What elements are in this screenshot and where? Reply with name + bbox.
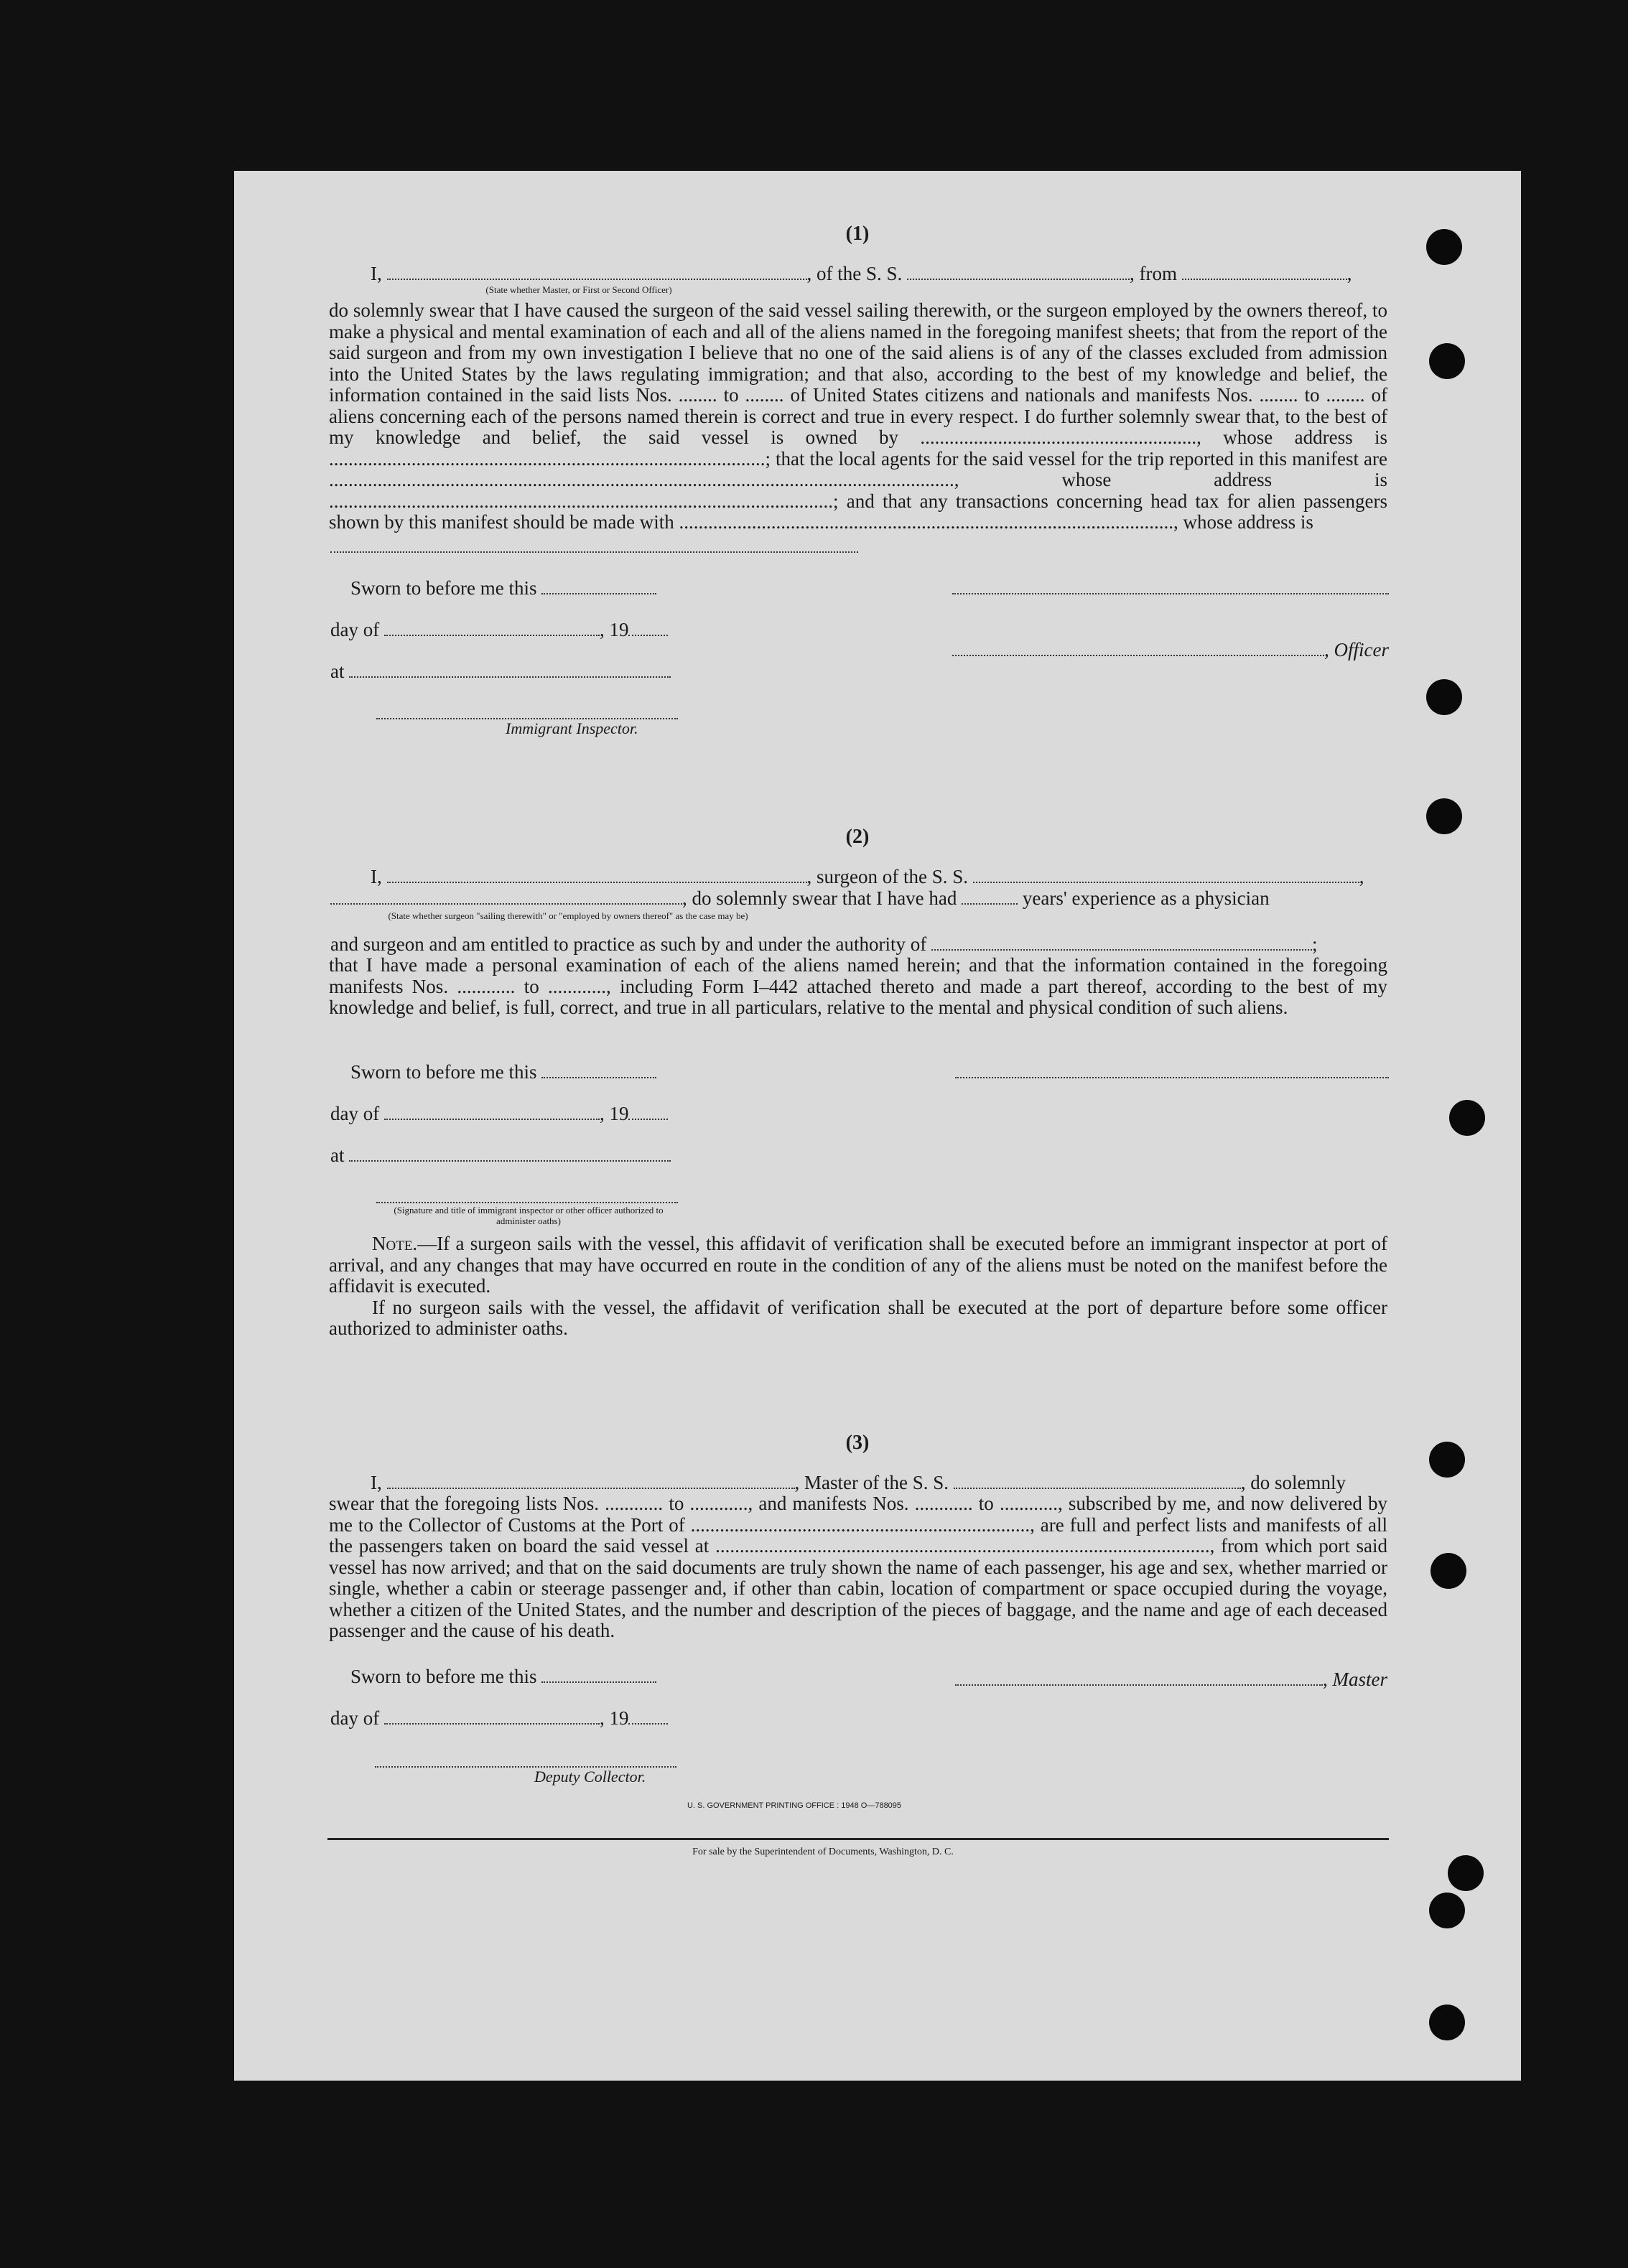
section-1-number: (1) bbox=[845, 223, 870, 245]
punch-hole bbox=[1431, 1553, 1466, 1589]
surgeon-vessel-field[interactable] bbox=[973, 881, 1359, 883]
printing-office-imprint: U. S. GOVERNMENT PRINTING OFFICE : 1948 O—788095 bbox=[687, 1801, 902, 1810]
section-3-sworn: Sworn to before me this bbox=[350, 1666, 656, 1688]
surgeon-signature-line[interactable] bbox=[955, 1077, 1389, 1078]
punch-hole bbox=[1429, 1893, 1465, 1928]
section-2-hint: (State whether surgeon "sailing therewith" or "employed by owners thereof" as the case may be) bbox=[388, 910, 748, 921]
note-label: Note. bbox=[372, 1233, 418, 1254]
section-1-hint: (State whether Master, or First or Second Officer) bbox=[485, 284, 672, 295]
section-2-line-3: and surgeon and am entitled to practice as such by and under the authority of ; bbox=[330, 933, 1318, 955]
officer-title-field[interactable] bbox=[952, 654, 1324, 656]
vessel-name-field[interactable] bbox=[907, 278, 1130, 280]
month-field-3[interactable] bbox=[384, 1722, 600, 1725]
master-name-field[interactable] bbox=[387, 278, 807, 280]
section-1-line-1: I, , of the S. S. , from , bbox=[371, 263, 1352, 284]
footer-rule bbox=[327, 1838, 1389, 1840]
surgeon-name-field[interactable] bbox=[387, 881, 807, 883]
sworn-date-field-2[interactable] bbox=[541, 1076, 656, 1078]
year-field-3[interactable] bbox=[628, 1722, 668, 1725]
month-field-2[interactable] bbox=[384, 1118, 600, 1120]
punch-hole bbox=[1426, 679, 1462, 715]
officer-line: , Officer bbox=[952, 639, 1389, 661]
years-field[interactable] bbox=[962, 902, 1018, 905]
year-field[interactable] bbox=[628, 634, 668, 636]
punch-hole bbox=[1448, 1855, 1484, 1891]
officer-signature-line[interactable] bbox=[952, 593, 1389, 594]
place-field-2[interactable] bbox=[349, 1159, 671, 1162]
section-2-sworn: Sworn to before me this bbox=[350, 1061, 656, 1083]
vessel-name-field-3[interactable] bbox=[954, 1487, 1241, 1489]
section-1-at: at bbox=[330, 661, 671, 683]
punch-hole bbox=[1429, 1442, 1465, 1478]
address-line[interactable] bbox=[330, 551, 858, 553]
master-signature-field[interactable] bbox=[955, 1684, 1323, 1686]
collector-caption: Deputy Collector. bbox=[534, 1768, 646, 1786]
section-2-line-2: , do solemnly swear that I have had years' experience as a physician bbox=[330, 887, 1270, 910]
section-3-line-1: I, , Master of the S. S. , do solemnly bbox=[371, 1472, 1346, 1493]
punch-hole bbox=[1449, 1100, 1485, 1136]
year-field-2[interactable] bbox=[628, 1118, 668, 1120]
section-1-body: do solemnly swear that I have caused the surgeon of the said vessel sailing therewith, or the surgeon employed by the owners thereof, to make a physical and mental examination of each and all of the aliens named in the foregoing manifest sheets; that from the report of the said surgeon and from my own investigation I believe that no one of the said aliens is of any of the classes excluded from admission into the United States by the laws regulating immigration; and that also, according to the best of my knowledge and belief, the information contained in the said lists Nos. ........ to ........ of United States citizens and nationals and manifests Nos. ........ to ........ of aliens concerning each of the persons named therein is correct and true in every respect. I do further solemnly swear that, to the best of my knowledge and belief, the said vessel is owned by ........................................................., whose address is ..........................................................................................; that the local agents for the said vessel for the trip reported in this manifest are ................................................................................................................................., whose address is ........................................................................................................; and that any transactions concerning head tax for alien passengers shown by this manifest should be made with ......................................................................................................, whose address is bbox=[329, 299, 1388, 533]
from-port-field[interactable] bbox=[1182, 278, 1347, 280]
section-2-at: at bbox=[330, 1144, 671, 1167]
surgeon-status-field[interactable] bbox=[330, 902, 682, 905]
sale-notice: For sale by the Superintendent of Documents, Washington, D. C. bbox=[692, 1847, 954, 1857]
place-field[interactable] bbox=[349, 676, 671, 678]
punch-hole bbox=[1426, 229, 1462, 265]
section-3-day: day of , 19 bbox=[330, 1707, 668, 1730]
punch-hole bbox=[1429, 343, 1465, 379]
section-2-body: that I have made a personal examination of each of the aliens named herein; and that the information contained in the foregoing manifests Nos. ............ to ............, including Form I–442 attached thereto and made a part thereof, according to the best of my knowledge and belief, is full, correct, and true in all particulars, relative to the mental and physical condition of such aliens. bbox=[329, 954, 1387, 1018]
signature-caption: (Signature and title of immigrant inspector or other officer authorized to administer oaths) bbox=[394, 1205, 664, 1226]
section-2-number: (2) bbox=[845, 826, 870, 848]
section-3-body: swear that the foregoing lists Nos. ............ to ............, and manifests Nos. ............ to ............, subscribed by me, and now delivered by me to the Collector of Customs at the Port of ......................................................................, are full and perfect lists and manifests of all the passengers taken on board the said vessel at ......................................................................................................, from which port said vessel has now arrived; and that on the said documents are truly shown the name of each passenger, his age and sex, whether married or single, whether a cabin or steerage passenger and, if other than cabin, location of compartment or space occupied during the voyage, whether a citizen of the United States, and the number and description of the pieces of baggage, and the name and age of each deceased passenger and the cause of his death. bbox=[329, 1493, 1387, 1641]
section-2-line-1: I, , surgeon of the S. S. , bbox=[371, 866, 1364, 887]
form-page bbox=[234, 171, 1521, 2081]
punch-hole bbox=[1426, 798, 1462, 834]
month-field[interactable] bbox=[384, 634, 600, 636]
section-1-day: day of , 19 bbox=[330, 619, 668, 641]
sworn-date-field-3[interactable] bbox=[541, 1681, 656, 1683]
section-2-note: Note.—If a surgeon sails with the vessel, this affidavit of verification shall be executed before an immigrant inspector at port of arrival, and any changes that may have occurred en route in the condition of any of the aliens must be noted on the manifest before the affidavit is executed. If no surgeon sails with the vessel, the affidavit of verification shall be executed at the port of departure before some officer authorized to administer oaths. bbox=[329, 1233, 1387, 1339]
punch-hole bbox=[1429, 2005, 1465, 2040]
authority-field[interactable] bbox=[931, 948, 1312, 951]
master-line: , Master bbox=[955, 1669, 1387, 1691]
section-1-sworn: Sworn to before me this bbox=[350, 577, 656, 599]
inspector-caption: Immigrant Inspector. bbox=[506, 719, 638, 737]
section-2-day: day of , 19 bbox=[330, 1103, 668, 1125]
master-name-field-3[interactable] bbox=[387, 1487, 795, 1489]
section-3-number: (3) bbox=[845, 1432, 870, 1454]
witness-signature-line[interactable] bbox=[376, 1202, 678, 1203]
sworn-date-field[interactable] bbox=[541, 592, 656, 594]
